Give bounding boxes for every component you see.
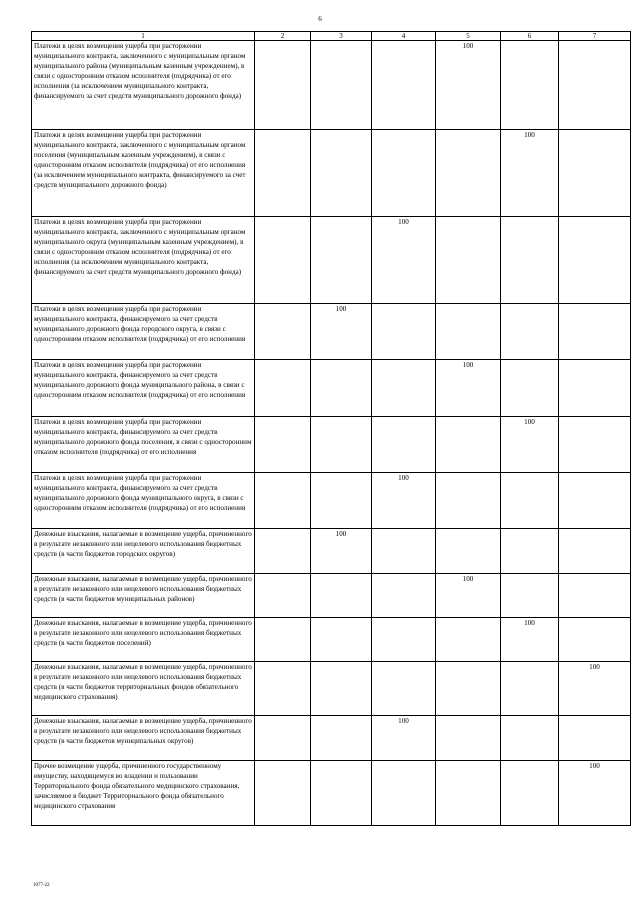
cell-col-7 (559, 304, 631, 360)
cell-col-7: 100 (559, 761, 631, 826)
cell-col-5 (436, 130, 501, 217)
column-header-4: 4 (372, 32, 436, 41)
row-description: Денежные взыскания, налагаемые в возмещение ущерба, причиненного в результате незаконного или нецелевого использования бюджетных средств (в части бюджетов муниципальных округов) (32, 716, 255, 761)
cell-col-3 (311, 41, 372, 130)
cell-col-5 (436, 217, 501, 304)
table-row (32, 473, 631, 529)
table-row (32, 130, 631, 217)
cell-col-5: 100 (436, 574, 501, 618)
cell-col-6 (501, 473, 559, 529)
cell-col-3 (311, 130, 372, 217)
cell-col-2 (255, 217, 311, 304)
cell-col-6: 100 (501, 130, 559, 217)
cell-col-7: 100 (559, 662, 631, 716)
cell-col-4 (372, 360, 436, 417)
cell-col-4 (372, 41, 436, 130)
cell-col-2 (255, 304, 311, 360)
column-header-1: 1 (32, 32, 255, 41)
row-description: Платежи в целях возмещения ущерба при расторжении муниципального контракта, заключенного с муниципальным органом поселения (муниципальным казенным учреждением), в связи с односторонним отказом исполнителя (подрядчика) от его исполнения (за исключением муниципального контракта, финансируемого за счет средств муниципального дорожного фонда) (32, 130, 255, 217)
cell-col-3 (311, 360, 372, 417)
cell-col-3 (311, 618, 372, 662)
cell-col-6: 100 (501, 618, 559, 662)
cell-col-3 (311, 716, 372, 761)
cell-col-7 (559, 618, 631, 662)
row-description: Денежные взыскания, налагаемые в возмещение ущерба, причиненного в результате незаконного или нецелевого использования бюджетных средств (в части бюджетов территориальных фондов обязательного медицинского страхования) (32, 662, 255, 716)
cell-col-4 (372, 761, 436, 826)
table-row (32, 217, 631, 304)
cell-col-6 (501, 716, 559, 761)
row-description: Платежи в целях возмещения ущерба при расторжении муниципального контракта, финансируемого за счет средств муниципального дорожного фонда муниципального округа, в связи с односторонним отказом исполнителя (подрядчика) от его исполнения (32, 473, 255, 529)
cell-col-3 (311, 473, 372, 529)
cell-col-4 (372, 417, 436, 473)
row-description: Платежи в целях возмещения ущерба при расторжении муниципального контракта, заключенного с муниципальным органом муниципального округа (муниципальным казенным учреждением), в связи с односторонним отказом исполнителя (подрядчика) от его исполнения (за исключением муниципального контракта, финансируемого за счет средств муниципального дорожного фонда) (32, 217, 255, 304)
cell-col-7 (559, 473, 631, 529)
cell-col-3 (311, 217, 372, 304)
column-header-2: 2 (255, 32, 311, 41)
table-row (32, 529, 631, 574)
row-description: Платежи в целях возмещения ущерба при расторжении муниципального контракта, финансируемого за счет средств муниципального дорожного фонда поселения, в связи с односторонним отказом исполнителя (подрядчика) от его исполнения (32, 417, 255, 473)
cell-col-3: 100 (311, 529, 372, 574)
cell-col-2 (255, 473, 311, 529)
cell-col-2 (255, 41, 311, 130)
cell-col-5 (436, 304, 501, 360)
cell-col-6 (501, 360, 559, 417)
table-row (32, 574, 631, 618)
row-description: Платежи в целях возмещения ущерба при расторжении муниципального контракта, заключенного с муниципальным органом муниципального района (муниципальным казенным учреждением), в связи с односторонним отказом исполнителя (подрядчика) от его исполнения (за исключением муниципального контракта, финансируемого за счет средств муниципального дорожного фонда) (32, 41, 255, 130)
cell-col-6 (501, 217, 559, 304)
cell-col-6: 100 (501, 417, 559, 473)
cell-col-7 (559, 574, 631, 618)
row-description: Платежи в целях возмещения ущерба при расторжении муниципального контракта, финансируемого за счет средств муниципального дорожного фонда городского округа, в связи с односторонним отказом исполнителя (подрядчика) от его исполнения (32, 304, 255, 360)
table-row (32, 618, 631, 662)
row-description: Денежные взыскания, налагаемые в возмещение ущерба, причиненного в результате незаконного или нецелевого использования бюджетных средств (в части бюджетов поселений) (32, 618, 255, 662)
cell-col-3 (311, 417, 372, 473)
page-number: 6 (318, 15, 322, 23)
document-code: 1077-22 (33, 883, 50, 888)
row-description: Денежные взыскания, налагаемые в возмещение ущерба, причиненного в результате незаконного или нецелевого использования бюджетных средств (в части бюджетов городских округов) (32, 529, 255, 574)
column-header-3: 3 (311, 32, 372, 41)
cell-col-7 (559, 417, 631, 473)
cell-col-2 (255, 761, 311, 826)
cell-col-7 (559, 130, 631, 217)
row-description: Платежи в целях возмещения ущерба при расторжении муниципального контракта, финансируемого за счет средств муниципального дорожного фонда муниципального района, в связи с односторонним отказом исполнителя (подрядчика) от его исполнения (32, 360, 255, 417)
cell-col-4: 100 (372, 473, 436, 529)
cell-col-7 (559, 716, 631, 761)
row-description: Прочее возмещение ущерба, причиненного государственному имуществу, находящемуся во владении и пользовании Территориального фонда обязательного медицинского страхования, зачисляемое в бюджет Территориального фонда обязательного медицинского страхования (32, 761, 255, 826)
table-row (32, 761, 631, 826)
column-header-5: 5 (436, 32, 501, 41)
cell-col-3 (311, 574, 372, 618)
table-row (32, 41, 631, 130)
table-row (32, 417, 631, 473)
cell-col-3 (311, 662, 372, 716)
cell-col-6 (501, 662, 559, 716)
cell-col-2 (255, 716, 311, 761)
cell-col-5: 100 (436, 41, 501, 130)
cell-col-2 (255, 360, 311, 417)
cell-col-4: 100 (372, 716, 436, 761)
cell-col-7 (559, 529, 631, 574)
cell-col-7 (559, 360, 631, 417)
table-row (32, 716, 631, 761)
cell-col-2 (255, 130, 311, 217)
cell-col-6 (501, 304, 559, 360)
cell-col-7 (559, 217, 631, 304)
table-header-row (32, 32, 631, 41)
cell-col-5 (436, 761, 501, 826)
cell-col-2 (255, 618, 311, 662)
cell-col-5 (436, 473, 501, 529)
revenue-distribution-table (31, 31, 631, 826)
row-description: Денежные взыскания, налагаемые в возмещение ущерба, причиненного в результате незаконного или нецелевого использования бюджетных средств (в части бюджетов муниципальных районов) (32, 574, 255, 618)
cell-col-3 (311, 761, 372, 826)
cell-col-2 (255, 574, 311, 618)
cell-col-6 (501, 761, 559, 826)
cell-col-3: 100 (311, 304, 372, 360)
cell-col-4 (372, 574, 436, 618)
cell-col-5 (436, 662, 501, 716)
cell-col-5 (436, 618, 501, 662)
cell-col-2 (255, 417, 311, 473)
cell-col-5: 100 (436, 360, 501, 417)
cell-col-4 (372, 662, 436, 716)
table-row (32, 360, 631, 417)
table-row (32, 662, 631, 716)
cell-col-2 (255, 662, 311, 716)
table-row (32, 304, 631, 360)
cell-col-4 (372, 618, 436, 662)
cell-col-4 (372, 130, 436, 217)
cell-col-6 (501, 41, 559, 130)
cell-col-4 (372, 304, 436, 360)
cell-col-7 (559, 41, 631, 130)
cell-col-5 (436, 529, 501, 574)
column-header-6: 6 (501, 32, 559, 41)
column-header-7: 7 (559, 32, 631, 41)
cell-col-4 (372, 529, 436, 574)
cell-col-5 (436, 417, 501, 473)
cell-col-2 (255, 529, 311, 574)
cell-col-6 (501, 574, 559, 618)
cell-col-5 (436, 716, 501, 761)
cell-col-4: 100 (372, 217, 436, 304)
cell-col-6 (501, 529, 559, 574)
